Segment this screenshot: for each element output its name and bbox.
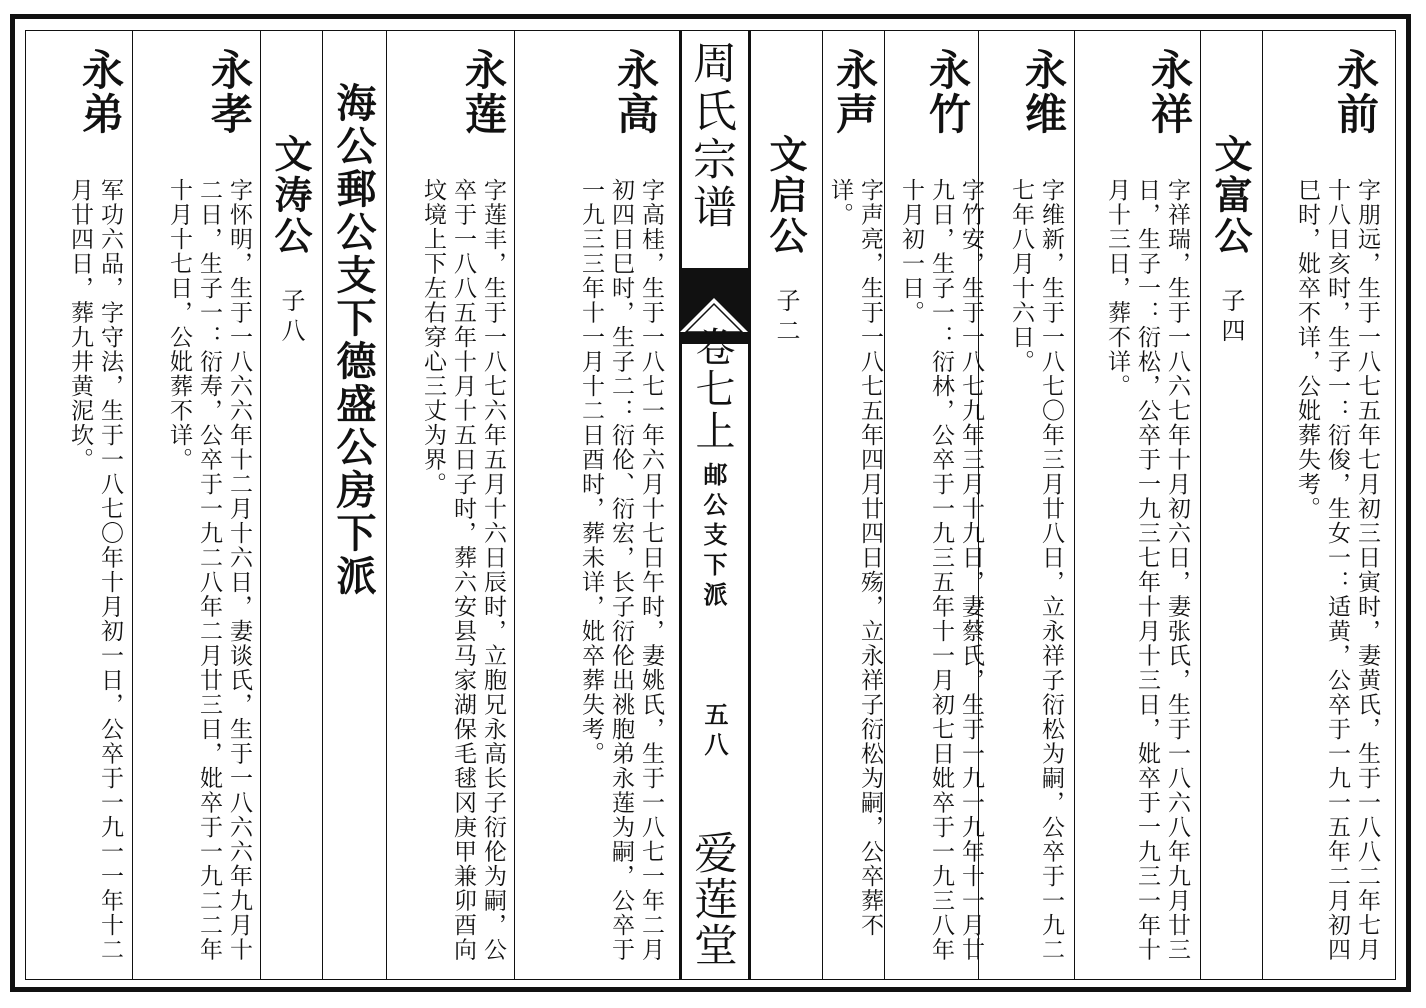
branch-label: 邮公支下派 bbox=[699, 462, 728, 612]
section-heading: 文启公 bbox=[763, 134, 808, 257]
lineage-heading-column bbox=[322, 30, 386, 980]
entry-text: 字祥瑞，生于一八六七年十月初六日，妻张氏，生于一八六八年九月廿三日，生子一：衍松，公卒于一九三七年十月十三日，妣卒于一九三一年十月十三日，葬不详。 bbox=[1104, 178, 1190, 962]
entry-yonglian bbox=[386, 30, 514, 980]
entry-yongdi bbox=[25, 30, 132, 980]
entry-name: 永前 bbox=[1331, 48, 1380, 136]
entry-yongzhu bbox=[884, 30, 984, 980]
entry-text: 字怀明，生于一八六六年十二月十六日，妻谈氏，生于一八六六年九月十二日，生子一：衍寿，公卒于一九二八年二月廿三日，妣卒于一九二二年十月十七日，公妣葬不详。 bbox=[166, 178, 252, 962]
entry-text: 字朋远，生于一八七五年七月初三日寅时，妻黄氏，生于一八八二年七月十八日亥时，生子一：衍俊，生女一：适黄，公卒于一九一五年二月初四巳时，妣卒不详，公妣葬失考。 bbox=[1294, 178, 1380, 962]
hall-name: 爱莲堂 bbox=[686, 830, 737, 968]
section-heading: 文富公 bbox=[1208, 134, 1253, 257]
entry-text: 字声亮，生于一八七五年四月廿四日殇，立永祥子衍松为嗣，公卒葬不详。 bbox=[827, 178, 883, 938]
volume-label: 卷七上 bbox=[689, 326, 735, 452]
entry-yongqian bbox=[1262, 30, 1396, 980]
entry-text: 字莲丰，生于一八七六年五月十六日辰时，立胞兄永高长子衍伦为嗣，公卒于一八八五年十月十五日子时，葬六安县马家湖保毛毬冈庚甲兼卯酉向坟境上下左右穿心三丈为界。 bbox=[420, 178, 506, 962]
entry-yongwei bbox=[978, 30, 1074, 980]
sons-count: 子二 bbox=[772, 288, 800, 348]
page-number: 五八 bbox=[700, 702, 729, 762]
book-title: 周氏宗谱 bbox=[685, 40, 736, 232]
entry-name: 永莲 bbox=[459, 48, 508, 136]
section-heading: 文涛公 bbox=[268, 134, 313, 257]
sons-count: 子四 bbox=[1217, 288, 1245, 348]
entry-name: 永祥 bbox=[1145, 48, 1194, 136]
lineage-heading: 海公郵公支下德盛公房下派 bbox=[330, 82, 377, 598]
entry-text: 字维新，生于一八七〇年三月廿八日，立永祥子衍松为嗣，公卒于一九二七年八月十六日。 bbox=[1008, 178, 1064, 962]
entry-yongxiao bbox=[132, 30, 260, 980]
entry-yongxiang bbox=[1074, 30, 1200, 980]
entry-yonggao bbox=[514, 30, 679, 980]
center-strip bbox=[680, 30, 748, 980]
entry-text: 字竹安，生于一八七九年三月十九日，妻蔡氏，生于一九一九年十一月廿九日，生子一：衍林，公卒于一九三五年十一月初七日妣卒于一九三八年十月初一日。 bbox=[898, 178, 984, 962]
entry-name: 永声 bbox=[830, 48, 879, 136]
section-wenfugong bbox=[1200, 30, 1262, 980]
entry-name: 永高 bbox=[611, 48, 660, 136]
section-wenqigong bbox=[748, 30, 822, 980]
entry-name: 永维 bbox=[1019, 48, 1068, 136]
entry-name: 永弟 bbox=[76, 48, 125, 136]
entry-name: 永孝 bbox=[205, 48, 254, 136]
entry-text: 军功六品，字守法，生于一八七〇年十月初一日，公卒于一九一一年十二月廿四日，葬九井黄泥坎。 bbox=[67, 178, 123, 962]
entry-name: 永竹 bbox=[923, 48, 972, 136]
section-wentaogong bbox=[260, 30, 322, 980]
entry-yongsheng bbox=[822, 30, 884, 980]
sons-count: 子八 bbox=[277, 288, 305, 348]
entry-text: 字高桂，生于一八七一年六月十七日午时，妻姚氏，生于一八七一年二月初四日巳时，生子二：衍伦、衍宏，长子衍伦出祧胞弟永莲为嗣，公卒于一九三三年十一月十二日酉时，葬未详，妣卒葬失考。 bbox=[578, 178, 664, 962]
